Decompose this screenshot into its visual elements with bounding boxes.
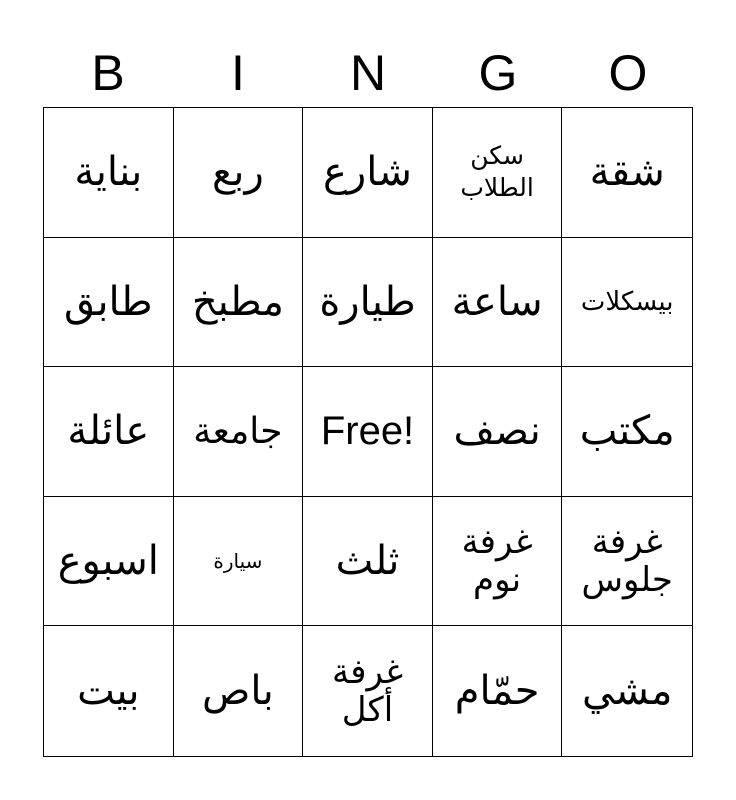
free-space-label: Free! (320, 409, 415, 454)
bingo-cell[interactable] (303, 238, 433, 368)
cell-label: طيارة (319, 278, 416, 325)
header-letter-g: G (478, 45, 518, 101)
bingo-cell[interactable] (44, 497, 174, 627)
cell-label: سكن الطلاب (460, 140, 534, 203)
bingo-cell[interactable] (44, 108, 174, 238)
header-letter-n: N (349, 45, 387, 101)
cell-label: مكتب (579, 408, 675, 455)
bingo-cell[interactable] (303, 108, 433, 238)
bingo-cell[interactable] (303, 497, 433, 627)
cell-label: باص (202, 668, 274, 715)
cell-label: غرفة نوم (461, 522, 533, 601)
bingo-cell[interactable] (174, 238, 304, 368)
cell-label: عائلة (67, 408, 150, 455)
cell-label: بناية (74, 149, 143, 196)
cell-label: اسبوع (57, 538, 159, 585)
bingo-cell[interactable] (562, 626, 692, 756)
cell-label: غرفة أكل (331, 652, 404, 731)
bingo-cell[interactable] (562, 367, 692, 497)
header-letter-o: O (608, 45, 648, 101)
bingo-cell[interactable] (433, 626, 563, 756)
cell-label: حمّام (454, 668, 540, 715)
cell-label: غرفة جلوس (581, 522, 673, 601)
bingo-cell[interactable] (174, 626, 304, 756)
bingo-cell[interactable] (562, 497, 692, 627)
cell-label: مشي (581, 668, 673, 715)
bingo-cell[interactable] (44, 367, 174, 497)
bingo-cell[interactable] (303, 626, 433, 756)
bingo-cell[interactable] (433, 367, 563, 497)
bingo-cell[interactable] (44, 626, 174, 756)
bingo-cell[interactable] (174, 108, 304, 238)
cell-label: مطبخ (191, 278, 284, 325)
header-letter-i: I (231, 45, 245, 101)
cell-label: شارع (323, 149, 412, 196)
cell-label: بيت (77, 668, 140, 715)
cell-label: شقة (589, 149, 665, 196)
bingo-cell[interactable] (174, 497, 304, 627)
cell-label: بيسكلات (580, 286, 674, 317)
bingo-header (43, 40, 693, 106)
bingo-cell[interactable] (433, 238, 563, 368)
bingo-board (43, 107, 693, 757)
header-letter-b: B (91, 45, 125, 101)
bingo-cell[interactable] (433, 108, 563, 238)
cell-label: جامعة (193, 410, 283, 452)
cell-label: طابق (64, 278, 153, 325)
bingo-cell[interactable] (44, 238, 174, 368)
bingo-cell[interactable] (562, 238, 692, 368)
bingo-cell[interactable] (433, 497, 563, 627)
bingo-cell[interactable] (174, 367, 304, 497)
free-space-cell[interactable] (303, 367, 433, 497)
cell-label: سيارة (213, 548, 263, 573)
cell-label: نصف (453, 408, 541, 455)
bingo-cell[interactable] (562, 108, 692, 238)
cell-label: ساعة (451, 278, 543, 325)
cell-label: ربع (212, 149, 264, 196)
cell-label: ثلث (335, 538, 400, 585)
